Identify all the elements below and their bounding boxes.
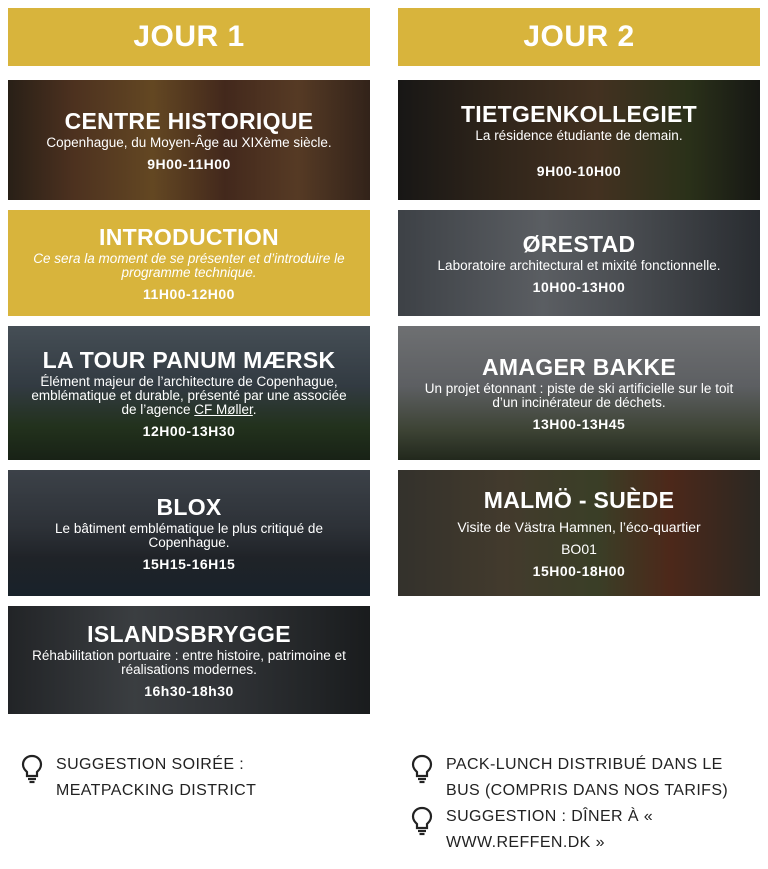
note-line-1: SUGGESTION : DÎNER À « bbox=[446, 808, 654, 825]
event-time: 15H15-16H15 bbox=[142, 556, 236, 572]
event-time: 9H00-11H00 bbox=[147, 156, 231, 172]
event-time: 9H00-10H00 bbox=[536, 163, 622, 179]
note-line-1: SUGGESTION SOIRÉE : bbox=[56, 756, 245, 773]
event-title: MALMÖ - SUÈDE bbox=[483, 487, 675, 513]
event-title: ØRESTAD bbox=[522, 231, 636, 257]
event-title: INTRODUCTION bbox=[99, 224, 279, 250]
event-time: 12H00-13H30 bbox=[142, 423, 236, 439]
event-description: Un projet étonnant : piste de ski artificielle sur le toit d’un incinérateur de déchets. bbox=[424, 381, 734, 410]
event-card-introduction bbox=[8, 210, 370, 316]
note-line-2: MEATPACKING DISTRICT bbox=[56, 782, 257, 799]
event-description: Laboratoire architectural et mixité fonctionnelle. bbox=[437, 258, 721, 273]
event-title: ISLANDSBRYGGE bbox=[87, 621, 291, 647]
note-pack-lunch bbox=[410, 752, 728, 804]
event-card-tietgenkollegiet[interactable] bbox=[398, 80, 760, 200]
event-card-blox[interactable] bbox=[8, 470, 370, 596]
event-time: 13H00-13H45 bbox=[532, 416, 626, 432]
event-card-amager-bakke[interactable] bbox=[398, 326, 760, 460]
event-description-end: . bbox=[252, 402, 257, 417]
note-line-2: BUS (COMPRIS DANS NOS TARIFS) bbox=[446, 782, 729, 799]
event-title: CENTRE HISTORIQUE bbox=[64, 108, 314, 134]
event-description: Réhabilitation portuaire : entre histoire, patrimoine et réalisations modernes. bbox=[32, 648, 346, 677]
event-card-centre-historique[interactable] bbox=[8, 80, 370, 200]
event-title: AMAGER BAKKE bbox=[482, 354, 676, 380]
event-description: La résidence étudiante de demain. bbox=[475, 128, 683, 143]
event-card-islandsbrygge[interactable] bbox=[8, 606, 370, 714]
note-line-2[interactable]: WWW.REFFEN.DK » bbox=[446, 834, 605, 851]
event-card-panum-maersk[interactable] bbox=[8, 326, 370, 460]
lightbulb-icon bbox=[410, 806, 434, 836]
event-description: Le bâtiment emblématique le plus critiqué de Copenhague. bbox=[55, 521, 323, 550]
event-description-2: BO01 bbox=[561, 541, 597, 557]
event-description-text: Élément majeur de l’architecture de Copenhague, emblématique et durable, présenté par une associée de l’agence bbox=[31, 374, 347, 417]
note-line-1: PACK-LUNCH DISTRIBUÉ DANS LE bbox=[446, 756, 723, 773]
event-title: LA TOUR PANUM MÆRSK bbox=[42, 347, 336, 373]
event-card-malmo[interactable] bbox=[398, 470, 760, 596]
day-2-label: JOUR 2 bbox=[523, 20, 635, 53]
event-title: TIETGENKOLLEGIET bbox=[460, 101, 698, 127]
note-suggestion-soiree bbox=[20, 752, 256, 804]
day-1-label: JOUR 1 bbox=[133, 20, 245, 53]
lightbulb-icon bbox=[20, 754, 44, 784]
note-reffen bbox=[410, 804, 653, 856]
event-description: Ce sera la moment de se présenter et d’introduire le programme technique. bbox=[33, 251, 345, 280]
event-time: 11H00-12H00 bbox=[143, 286, 235, 302]
day-2-header bbox=[398, 8, 760, 66]
event-description: Visite de Västra Hamnen, l’éco-quartier bbox=[457, 519, 701, 535]
cf-moller-link[interactable]: CF Møller bbox=[194, 402, 253, 417]
event-time: 15H00-18H00 bbox=[532, 563, 626, 579]
lightbulb-icon bbox=[410, 754, 434, 784]
event-card-orestad[interactable] bbox=[398, 210, 760, 316]
event-time: 10H00-13H00 bbox=[532, 279, 626, 295]
event-description bbox=[30, 375, 348, 417]
event-time: 16h30-18h30 bbox=[144, 683, 234, 699]
event-title: BLOX bbox=[156, 494, 222, 520]
day-1-header bbox=[8, 8, 370, 66]
event-description: Copenhague, du Moyen-Âge au XIXème siècle. bbox=[46, 135, 332, 150]
